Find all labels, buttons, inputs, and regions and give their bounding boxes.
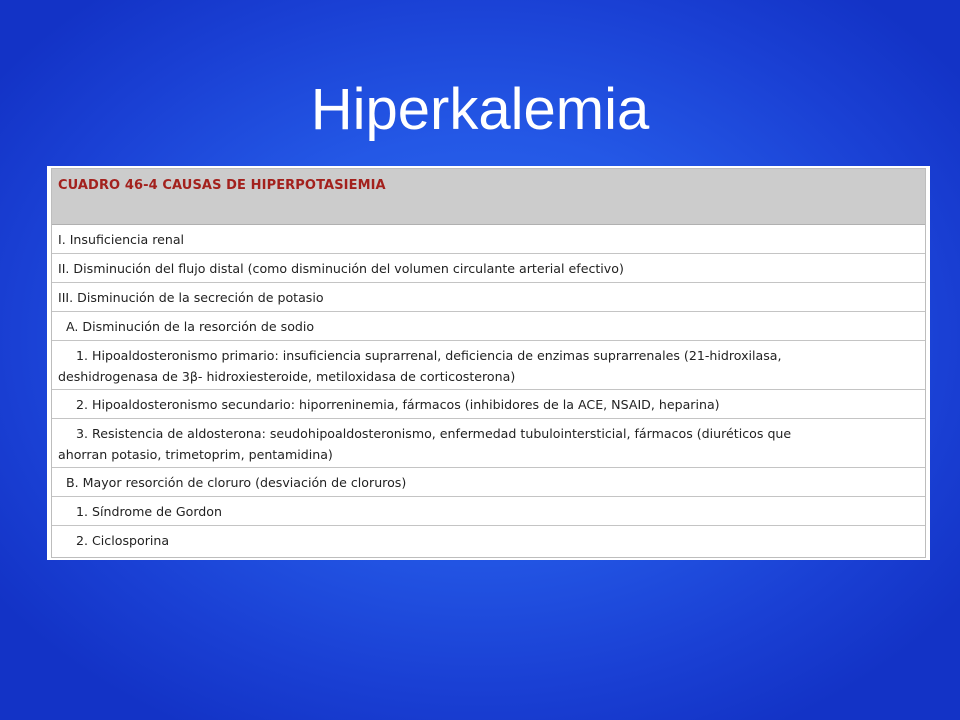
table-row xyxy=(52,225,925,254)
row-text: A. Disminución de la resorción de sodio xyxy=(66,319,315,334)
table-row xyxy=(52,254,925,283)
table-row xyxy=(52,526,925,555)
row-text: 1. Síndrome de Gordon xyxy=(76,504,222,519)
row-text: II. Disminución del flujo distal (como disminución del volumen circulante arterial efectivo) xyxy=(58,261,624,276)
table-row xyxy=(52,497,925,526)
row-text-continuation: ahorran potasio, trimetoprim, pentamidina) xyxy=(58,447,333,462)
slide-title: Hiperkalemia xyxy=(310,76,650,142)
table-row xyxy=(52,419,925,468)
table-row xyxy=(52,341,925,390)
row-text-continuation: deshidrogenasa de 3β- hidroxiesteroide, metiloxidasa de corticosterona) xyxy=(58,369,516,384)
causes-table xyxy=(51,168,926,558)
row-text: III. Disminución de la secreción de potasio xyxy=(58,290,324,305)
table-row xyxy=(52,283,925,312)
row-text: 3. Resistencia de aldosterona: seudohipoaldosteronismo, enfermedad tubulointersticial, fármacos (diuréticos que xyxy=(76,426,792,441)
row-text: B. Mayor resorción de cloruro (desviación de cloruros) xyxy=(66,475,407,490)
table-row xyxy=(52,312,925,341)
row-text: 1. Hipoaldosteronismo primario: insuficiencia suprarrenal, deficiencia de enzimas suprarrenales (21-hidroxilasa, xyxy=(76,348,782,363)
row-text: 2. Ciclosporina xyxy=(76,533,170,548)
table-header: CUADRO 46-4 CAUSAS DE HIPERPOTASIEMIA xyxy=(52,169,925,225)
row-text: 2. Hipoaldosteronismo secundario: hiporreninemia, fármacos (inhibidores de la ACE, NSAID, heparina) xyxy=(76,397,720,412)
causes-table-image xyxy=(47,166,930,560)
row-text: I. Insuficiencia renal xyxy=(58,232,185,247)
table-row xyxy=(52,468,925,497)
table-row xyxy=(52,390,925,419)
